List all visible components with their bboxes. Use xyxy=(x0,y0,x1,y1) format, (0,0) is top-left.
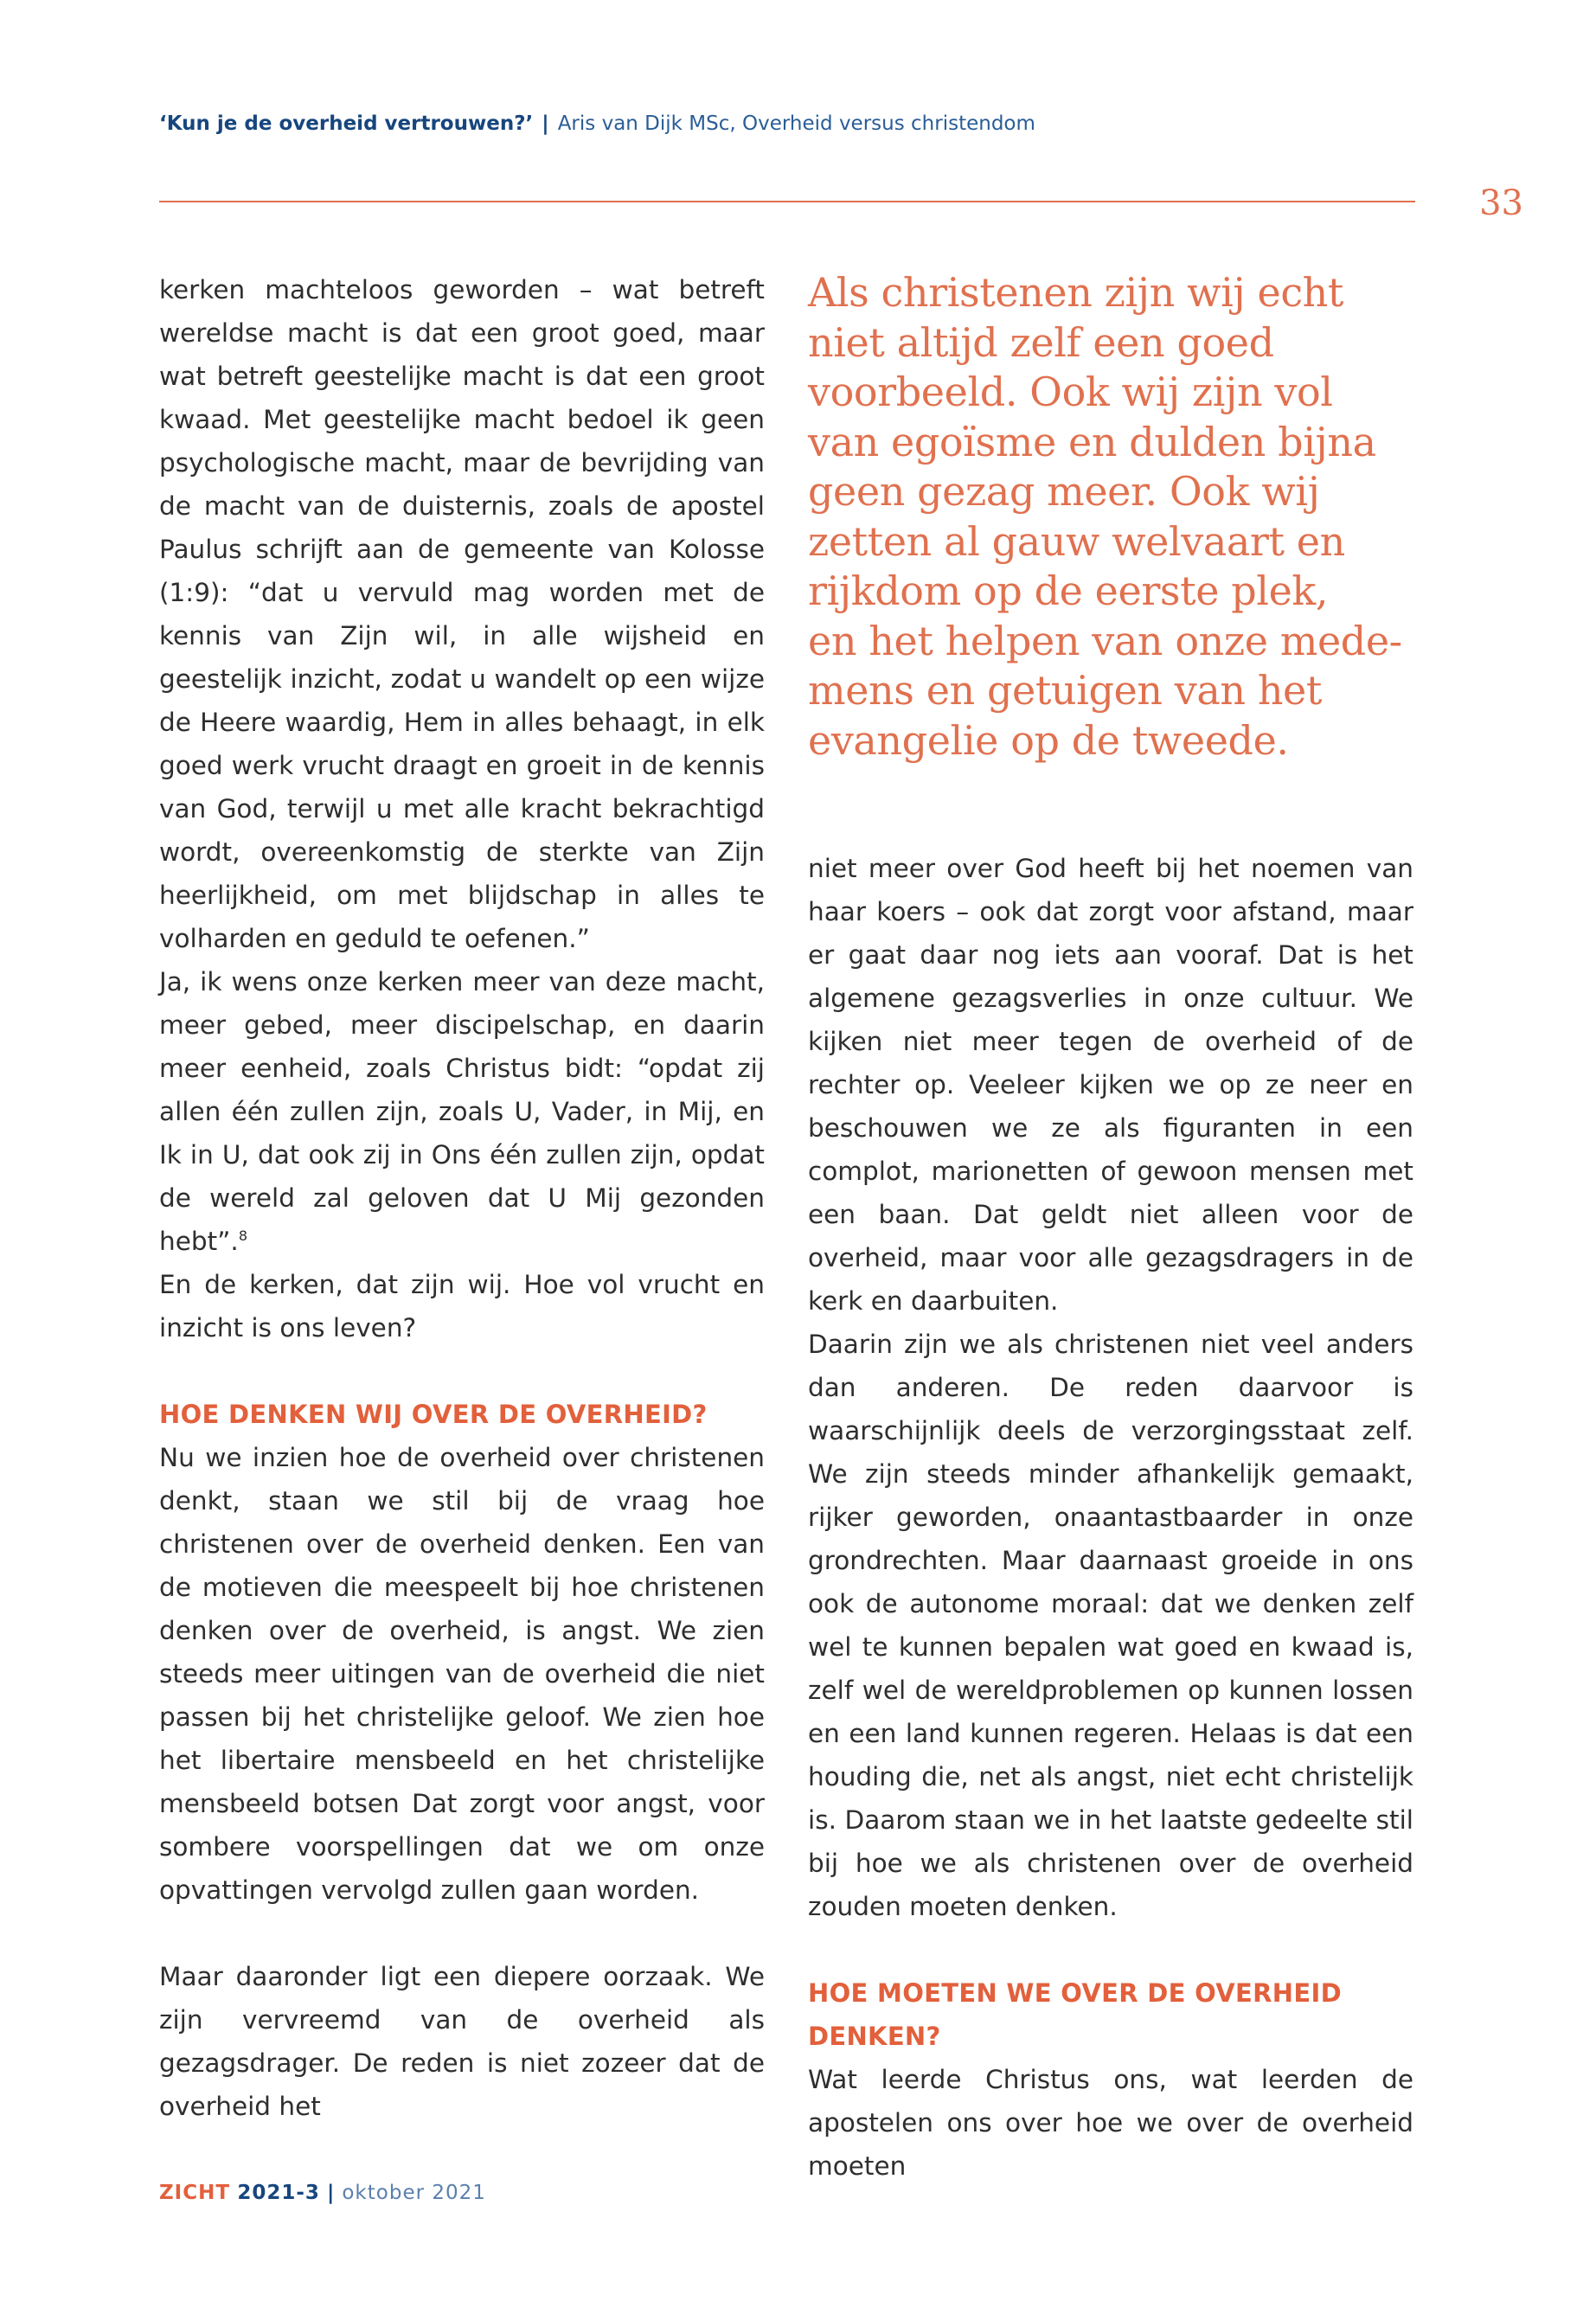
running-header xyxy=(159,112,1413,135)
body-paragraph: Daarin zijn we als christenen niet veel anders dan anderen. De reden daarvoor is waarschijnlijk deels de verzorgingsstaat zelf. We zijn steeds minder afhankelijk gemaakt, rijker geworden, onaantastbaarder in onze grondrechten. Maar daarnaast groeide in ons ook de autonome moraal: dat we denken zelf wel te kunnen bepalen wat goed en kwaad is, zelf wel de wereldproblemen op kunnen lossen en een land kunnen regeren. Helaas is dat een houding die, net als angst, niet echt christelijk is. Daarom staan we in het laatste gedeelte stil bij hoe we als christenen over de overheid zouden moeten denken. xyxy=(808,1330,1413,1921)
body-paragraph: Wat leerde Christus ons, wat leerden de apostelen ons over hoe we over de overheid moeten xyxy=(808,2065,1413,2181)
section-heading: HOE DENKEN WIJ OVER DE OVERHEID? xyxy=(159,1400,708,1429)
article-title: ‘Kun je de overheid vertrouwen?’ xyxy=(159,112,534,135)
header-separator: | xyxy=(542,112,549,135)
body-paragraph: niet meer over God heeft bij het noemen van haar koers – ook dat zorgt voor afstand, maar er gaat daar nog iets aan vooraf. Dat is het algemene gezagsverlies in onze cultuur. We kijken niet meer tegen de overheid of de rechter op. Veeleer kijken we op ze neer en beschouwen we ze als figuranten in een complot, marionetten of gewoon mensen met een baan. Dat geldt niet alleen voor de overheid, maar voor alle gezagsdragers in de kerk en daarbuiten. xyxy=(808,854,1413,1316)
pull-quote-line: Als christenen zijn wij echt xyxy=(808,269,1343,316)
article-subtitle: Aris van Dijk MSc, Overheid versus christendom xyxy=(557,112,1035,135)
paragraph-text: Ja, ik wens onze kerken meer van deze macht, meer gebed, meer discipelschap, en daarin meer eenheid, zoals Christus bidt: “opdat zij allen één zullen zijn, zoals U, Vader, in Mij, en Ik in U, dat ook zij in Ons één zullen zijn, opdat de wereld zal geloven dat U Mij gezonden hebt”. xyxy=(159,967,765,1256)
pull-quote-line: en het helpen van onze mede- xyxy=(808,617,1402,664)
magazine-name: ZICHT xyxy=(159,2182,231,2204)
pull-quote-line: mens en getuigen van het xyxy=(808,667,1322,714)
right-column xyxy=(808,268,1413,2188)
footer-separator: | xyxy=(326,2182,336,2204)
left-column xyxy=(159,268,765,2128)
body-paragraph: kerken machteloos geworden – wat betreft wereldse macht is dat een groot goed, maar wat betreft geestelijke macht is dat een groot kwaad. Met geestelijke macht bedoel ik geen psychologische macht, maar de bevrijding van de macht van de duisternis, zoals de apostel Paulus schrijft aan de gemeente van Kolosse (1:9): “dat u vervuld mag worden met de kennis van Zijn wil, in alle wijsheid en geestelijk inzicht, zodat u wandelt op een wijze de Heere waardig, Hem in alles behaagt, in elk goed werk vrucht draagt en groeit in de kennis van God, terwijl u met alle kracht bekrachtigd wordt, overeenkomstig de sterkte van Zijn heerlijkheid, om met blijdschap in alles te volharden en geduld te oefenen.” xyxy=(159,275,765,953)
body-paragraph: En de kerken, dat zijn wij. Hoe vol vrucht en inzicht is ons leven? xyxy=(159,1270,765,1343)
pull-quote-line: rijkdom op de eerste plek, xyxy=(808,567,1329,614)
running-footer xyxy=(159,2182,486,2204)
pull-quote xyxy=(808,268,1431,766)
issue-date: oktober 2021 xyxy=(342,2182,486,2204)
pull-quote-line: zetten al gauw welvaart en xyxy=(808,517,1345,565)
page-number: 33 xyxy=(1479,183,1523,223)
section-heading: HOE MOETEN WE OVER DE OVERHEID DENKEN? xyxy=(808,1978,1342,2051)
body-paragraph: Nu we inzien hoe de overheid over christenen denkt, staan we stil bij de vraag hoe christenen over de overheid denken. Een van de motieven die meespeelt bij hoe christenen denken over de overheid, is angst. We zien steeds meer uitingen van de overheid die niet passen bij het christelijke geloof. We zien hoe het libertaire mensbeeld en het christelijke mensbeeld botsen Dat zorgt voor angst, voor sombere voorspellingen dat we om onze opvattingen vervolgd zullen gaan worden. xyxy=(159,1443,765,1905)
body-paragraph xyxy=(159,960,765,1263)
issue-number: 2021-3 xyxy=(237,2182,320,2204)
pull-quote-line: voorbeeld. Ook wij zijn vol xyxy=(808,369,1333,415)
pull-quote-line: evangelie op de tweede. xyxy=(808,716,1289,764)
body-paragraph: Maar daaronder ligt een diepere oorzaak. We zijn vervreemd van de overheid als gezagsdrager. De reden is niet zozeer dat de overheid het xyxy=(159,1962,765,2121)
pull-quote-line: van egoïsme en dulden bijna xyxy=(808,418,1376,465)
pull-quote-line: geen gezag meer. Ook wij xyxy=(808,468,1320,515)
header-rule xyxy=(159,201,1415,202)
pull-quote-line: niet altijd zelf een goed xyxy=(808,318,1274,366)
footnote-ref: 8 xyxy=(238,1227,247,1245)
